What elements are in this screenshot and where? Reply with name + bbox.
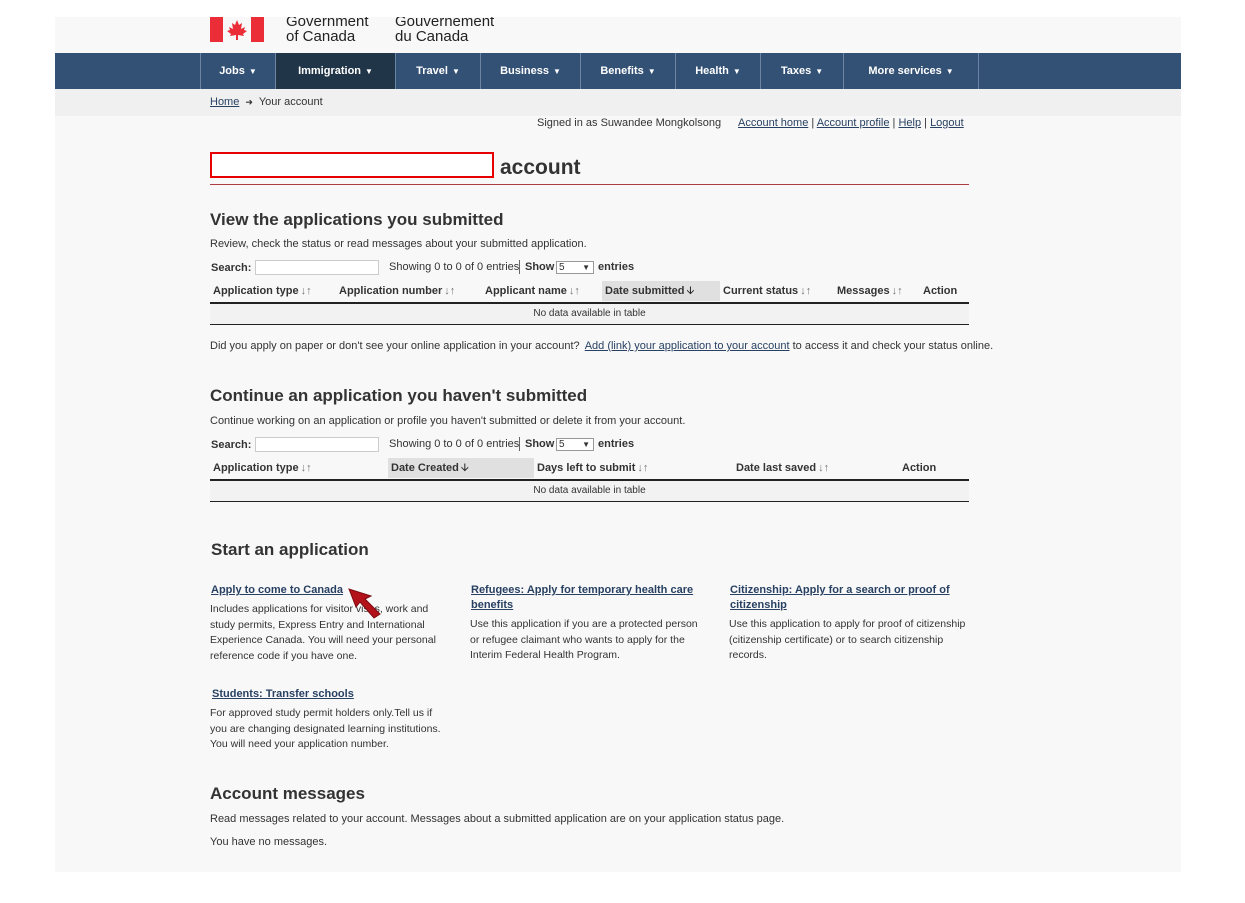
redacted-name-box	[210, 152, 494, 178]
chevron-down-icon: ▼	[815, 67, 824, 76]
desc-line: or refugee claimant who wants to apply for the	[470, 633, 685, 646]
col-action: Action	[902, 462, 937, 474]
unsubmitted-heading: Continue an application you haven't submitted	[210, 386, 588, 405]
col-messages[interactable]	[837, 281, 903, 301]
desc-line: Use this application to apply for proof of citizenship	[729, 618, 966, 630]
arrow-right-icon: ➜	[245, 97, 253, 107]
chevron-down-icon: ▼	[248, 67, 257, 76]
logout-link[interactable]: Logout	[930, 117, 964, 129]
nav-label: Travel	[416, 65, 448, 77]
sort-desc-icon: 🡫	[686, 285, 695, 297]
col-label: Days left to submit	[537, 462, 636, 474]
gov-en-line1: Government	[286, 17, 369, 30]
link-line: Citizenship: Apply for a search or proof of	[730, 584, 950, 596]
link-line: benefits	[471, 599, 514, 611]
col-label: Application type	[213, 285, 299, 297]
link-line: citizenship	[730, 599, 787, 611]
messages-heading: Account messages	[210, 784, 365, 803]
citizenship-proof-link[interactable]	[730, 583, 950, 613]
students-transfer-link[interactable]: Students: Transfer schools	[212, 688, 354, 700]
breadcrumb-current: Your account	[258, 96, 323, 108]
mouse-pointer-icon	[348, 588, 388, 624]
nav-business[interactable]	[480, 53, 580, 89]
nav-label: Benefits	[600, 65, 644, 77]
start-heading: Start an application	[211, 540, 369, 559]
paper-note	[210, 340, 993, 352]
desc-line: Experience Canada. You will need your personal	[210, 634, 436, 646]
desc-line: reference code if you have one.	[210, 649, 358, 662]
paper-note-end: to access it and check your status online.	[792, 340, 994, 352]
submitted-search-input[interactable]	[255, 260, 379, 275]
unsubmitted-entries-label: entries	[598, 438, 635, 450]
signed-in-text: Signed in as Suwandee Mongkolsong	[537, 117, 722, 129]
desc-line: records.	[729, 649, 767, 661]
chevron-down-icon: ▼	[553, 67, 561, 76]
nav-jobs[interactable]	[200, 53, 275, 89]
col-label: Date Created	[391, 462, 459, 474]
nav-health[interactable]	[675, 53, 760, 89]
submitted-showing: Showing 0 to 0 of 0 entries	[389, 261, 520, 273]
sort-icon: ↓↑	[637, 462, 649, 474]
apply-come-to-canada-desc	[210, 602, 436, 664]
apply-come-to-canada-link[interactable]: Apply to come to Canada	[211, 584, 344, 596]
refugees-health-desc	[470, 617, 698, 664]
col-date-last-saved[interactable]	[736, 458, 829, 478]
nav-travel[interactable]	[395, 53, 480, 89]
unsubmitted-show-label: Show	[525, 438, 555, 450]
unsubmitted-showing: Showing 0 to 0 of 0 entries	[389, 438, 520, 450]
account-links	[738, 117, 964, 129]
chevron-down-icon: ▼	[365, 67, 373, 76]
nav-benefits[interactable]	[580, 53, 675, 89]
unsubmitted-search-input[interactable]	[255, 437, 379, 452]
canada-flag-icon	[210, 17, 264, 42]
sort-desc-icon: 🡫	[460, 462, 469, 474]
sort-icon: ↓↑	[818, 462, 830, 474]
desc-line: Includes applications for visitor visas, work and	[210, 603, 429, 615]
chevron-down-icon: ▼	[451, 67, 460, 76]
col-application-number[interactable]	[339, 281, 455, 301]
col-applicant-name[interactable]	[485, 281, 580, 301]
breadcrumb-home-link[interactable]: Home	[210, 96, 240, 108]
desc-line: you are changing designated learning institutions.	[210, 722, 441, 735]
separator: |	[892, 117, 896, 129]
divider	[519, 437, 520, 451]
account-home-link[interactable]: Account home	[738, 117, 809, 129]
account-profile-link[interactable]: Account profile	[816, 117, 890, 129]
submitted-page-size-select[interactable]	[556, 261, 594, 274]
col-label: Application number	[339, 285, 443, 297]
col-date-submitted[interactable]	[602, 281, 720, 301]
page-frame	[55, 17, 1181, 872]
desc-line: study permits, Express Entry and International	[210, 618, 425, 631]
col-application-type[interactable]	[213, 281, 312, 301]
submitted-search-label: Search:	[211, 262, 252, 274]
col-label: Application type	[213, 462, 299, 474]
chevron-down-icon: ▼	[647, 67, 656, 76]
citizenship-proof-desc	[729, 617, 965, 664]
col-label: Date submitted	[605, 285, 685, 297]
title-rule	[210, 184, 969, 185]
no-messages-text: You have no messages.	[210, 836, 328, 848]
desc-line: Interim Federal Health Program.	[470, 649, 620, 661]
sort-icon: ↓↑	[300, 285, 312, 297]
nav-more-services[interactable]	[843, 53, 979, 89]
students-transfer-desc	[210, 706, 441, 753]
nav-immigration[interactable]	[275, 53, 395, 89]
col-current-status[interactable]	[723, 281, 811, 301]
col-label: Current status	[723, 285, 799, 297]
select-value: 5	[559, 439, 565, 450]
desc-line: For approved study permit holders only.Tell us if	[210, 707, 433, 719]
help-link[interactable]: Help	[898, 117, 922, 129]
submitted-show-label: Show	[525, 261, 555, 273]
table-bottom-line	[210, 501, 969, 502]
chevron-down-icon: ▼	[732, 67, 741, 76]
col-label: Applicant name	[485, 285, 567, 297]
page-title: account	[500, 156, 581, 179]
caret-down-icon: ▼	[582, 263, 590, 272]
separator: |	[811, 117, 815, 129]
submitted-description: Review, check the status or read messages about your submitted application.	[210, 238, 587, 250]
col-label: Messages	[837, 285, 890, 297]
sort-icon: ↓↑	[300, 462, 312, 474]
nav-label: Taxes	[780, 65, 812, 77]
nav-taxes[interactable]	[760, 53, 843, 89]
table-bottom-line	[210, 324, 969, 325]
refugees-health-link[interactable]	[471, 583, 693, 613]
gov-fr-line2: du Canada	[395, 28, 469, 45]
col-label: Date last saved	[736, 462, 817, 474]
unsubmitted-page-size-select[interactable]	[556, 438, 594, 451]
submitted-entries-label: entries	[598, 261, 635, 273]
col-days-left[interactable]	[537, 458, 648, 478]
main-nav	[55, 53, 1181, 89]
desc-line: (citizenship certificate) or to search citizenship	[729, 633, 944, 646]
nav-label: Health	[695, 65, 729, 77]
unsubmitted-empty-row: No data available in table	[210, 481, 969, 501]
nav-label: Immigration	[298, 65, 362, 77]
submitted-heading: View the applications you submitted	[210, 210, 504, 229]
add-link-application-link[interactable]: Add (link) your application to your account	[584, 340, 790, 352]
divider	[519, 260, 520, 274]
separator: |	[924, 117, 927, 129]
nav-label: Jobs	[219, 65, 245, 77]
col-application-type[interactable]	[213, 458, 312, 478]
select-value: 5	[559, 262, 565, 273]
sort-icon: ↓↑	[891, 285, 903, 297]
paper-note-text: Did you apply on paper or don't see your online application in your account?	[210, 340, 580, 352]
gov-en-line2: of Canada	[286, 28, 356, 45]
col-action: Action	[923, 285, 958, 297]
unsubmitted-description: Continue working on an application or profile you haven't submitted or delete it from your account.	[210, 415, 686, 427]
desc-line: Use this application if you are a protected person	[470, 618, 698, 630]
unsubmitted-search-label: Search:	[211, 439, 252, 451]
desc-line: You will need your application number.	[210, 738, 389, 750]
breadcrumb	[210, 96, 323, 108]
sort-icon: ↓↑	[444, 285, 456, 297]
submitted-empty-row: No data available in table	[210, 304, 969, 324]
link-line: Refugees: Apply for temporary health care	[471, 584, 694, 596]
gov-fr-line1: Gouvernement	[395, 17, 495, 30]
sort-icon: ↓↑	[800, 285, 812, 297]
messages-description: Read messages related to your account. Messages about a submitted application are on your application status page.	[210, 813, 785, 825]
nav-label: Business	[500, 65, 549, 77]
nav-label: More services	[868, 65, 942, 77]
chevron-down-icon: ▼	[945, 67, 954, 76]
sort-icon: ↓↑	[568, 285, 580, 297]
caret-down-icon: ▼	[582, 440, 590, 449]
col-date-created[interactable]	[388, 458, 534, 478]
